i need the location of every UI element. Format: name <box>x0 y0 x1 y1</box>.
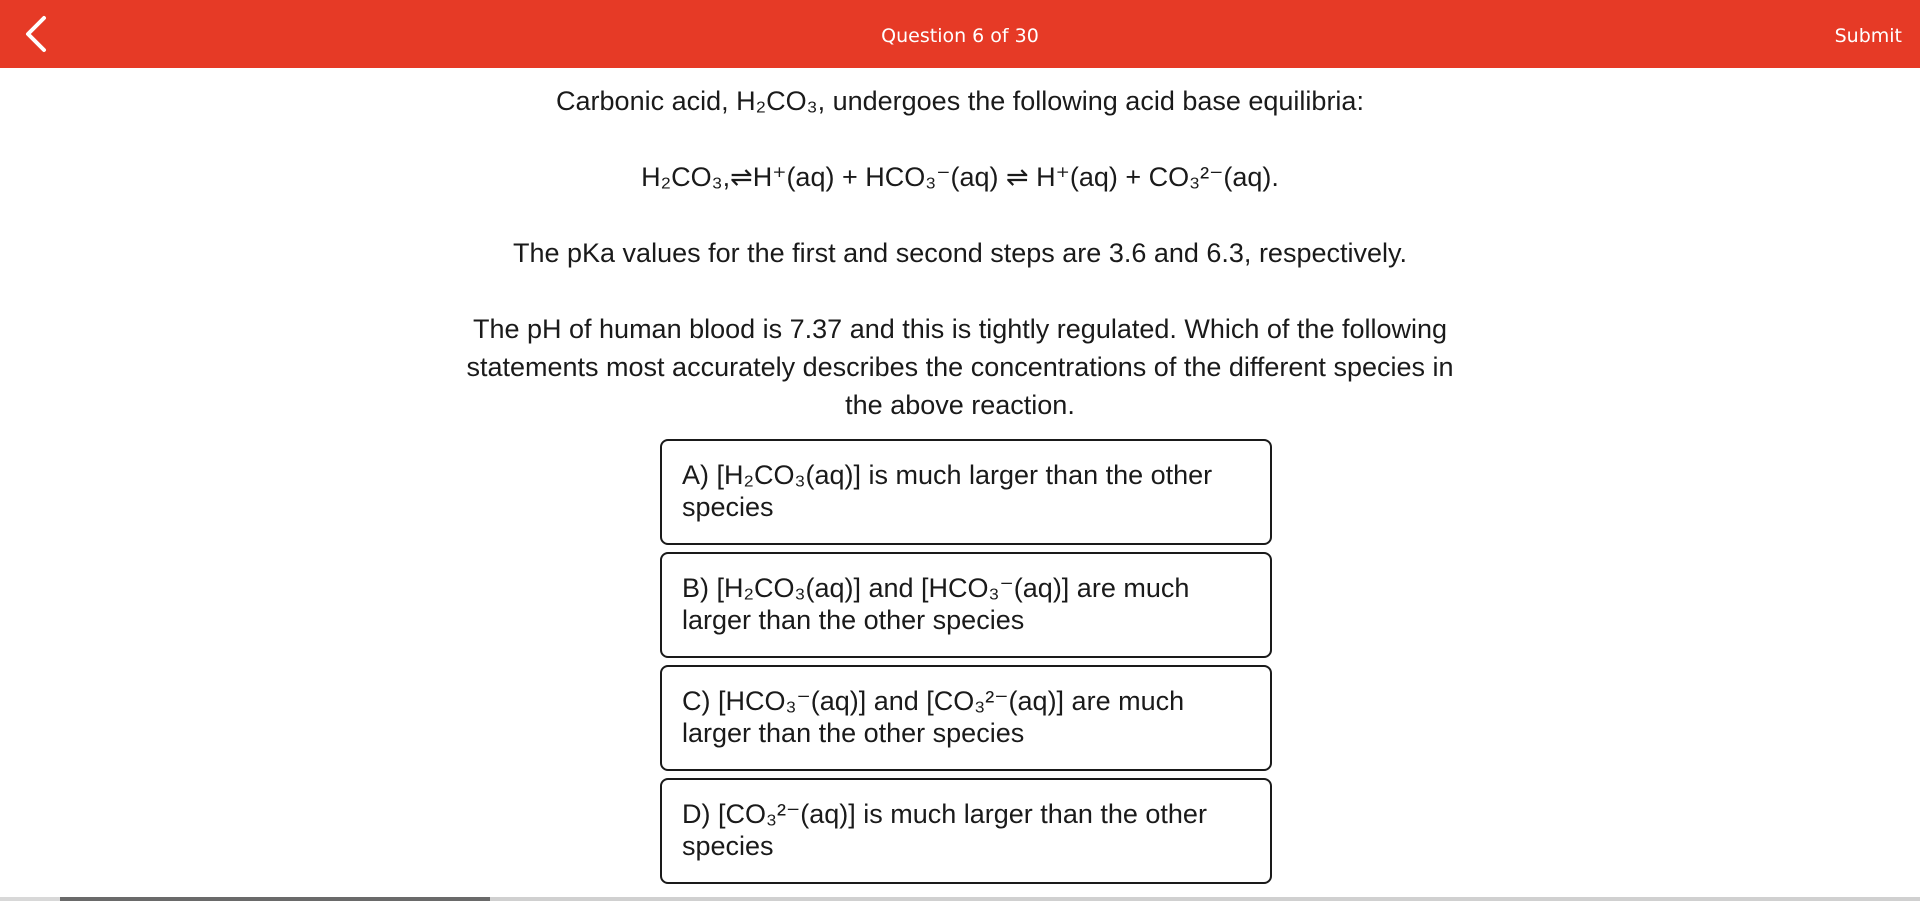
bottom-divider <box>0 897 1920 901</box>
pka-statement: The pKa values for the first and second steps are 3.6 and 6.3, respectively. <box>512 238 1407 268</box>
question-intro: Carbonic acid, H₂CO₃, undergoes the following acid base equilibria: <box>556 86 1364 116</box>
option-b[interactable]: B) [H₂CO₃(aq)] and [HCO₃⁻(aq)] are much larger than the other species <box>660 552 1272 658</box>
question-prompt: The pH of human blood is 7.37 and this is tightly regulated. Which of the following statements most accurately describes the concentrations of the different species in the above reaction. <box>466 314 1454 420</box>
top-bar <box>0 0 1920 68</box>
option-c[interactable]: C) [HCO₃⁻(aq)] and [CO₃²⁻(aq)] are much larger than the other species <box>660 665 1272 771</box>
submit-button[interactable]: Submit <box>1834 25 1902 47</box>
equilibrium-equation: H₂CO₃,⇌H⁺(aq) + HCO₃⁻(aq) ⇌ H⁺(aq) + CO₃²⁻(aq). <box>641 162 1279 192</box>
question-counter: Question 6 of 30 <box>881 25 1039 47</box>
option-d[interactable]: D) [CO₃²⁻(aq)] is much larger than the other species <box>660 778 1272 884</box>
answer-options <box>660 439 1272 891</box>
option-a[interactable]: A) [H₂CO₃(aq)] is much larger than the other species <box>660 439 1272 545</box>
